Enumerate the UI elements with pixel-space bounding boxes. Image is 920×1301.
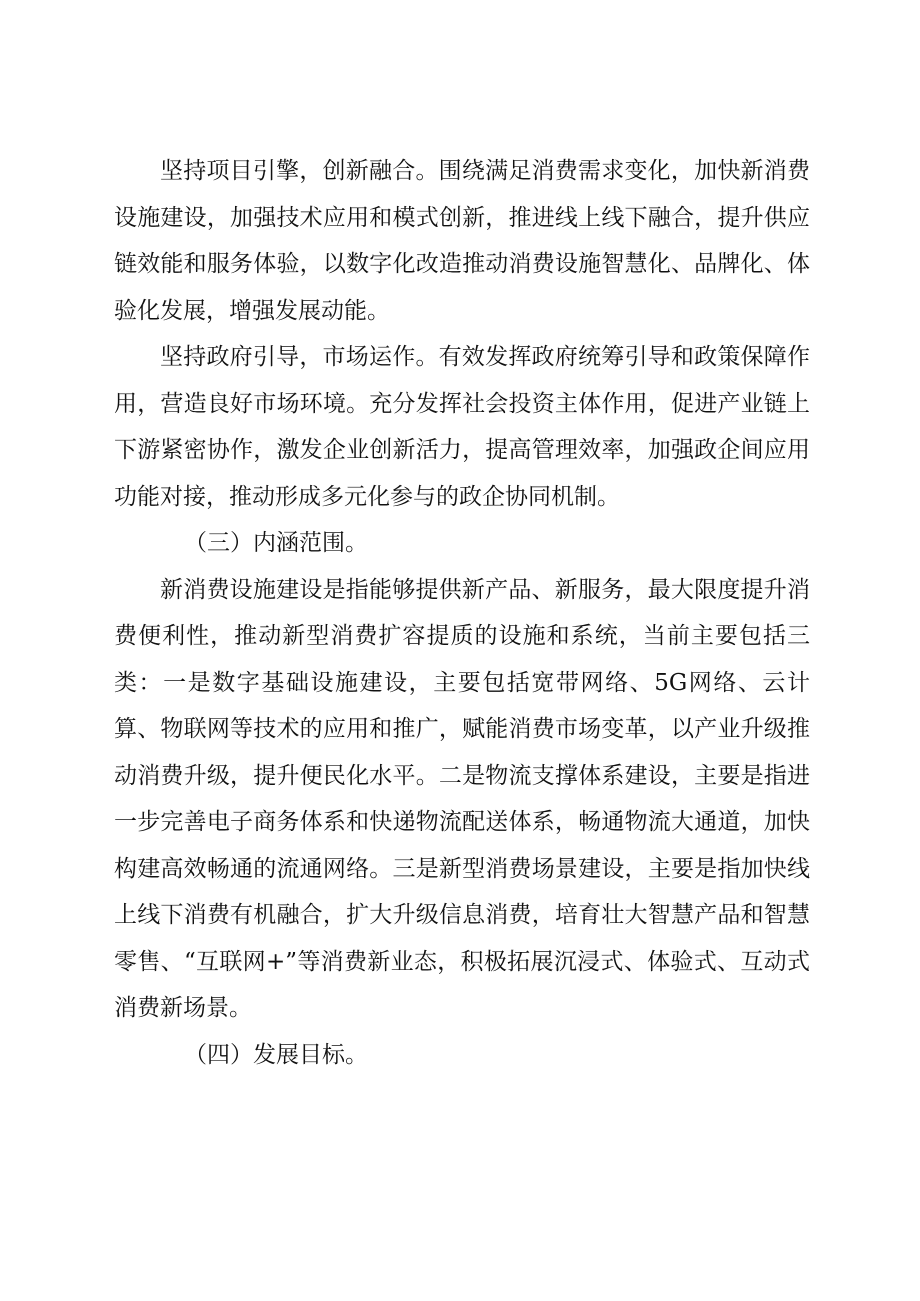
paragraph-project-driven: 坚持项目引擎，创新融合。围绕满足消费需求变化，加快新消费设施建设，加强技术应用和模式创新，推进线上线下融合，提升供应链效能和服务体验，以数字化改造推动消费设施智慧化、品牌化、体验化发展，增强发展动能。 (114, 158, 810, 324)
document-body (114, 148, 810, 1078)
section-heading-scope: （三）内涵范围。 (184, 530, 368, 556)
section-heading-goals: （四）发展目标。 (184, 1041, 368, 1068)
paragraph-scope-definition: 新消费设施建设是指能够提供新产品、新服务，最大限度提升消费便利性，推动新型消费扩容提质的设施和系统，当前主要包括三类：一是数字基础设施建设，主要包括宽带网络、5G网络、云计算、物联网等技术的应用和推广，赋能消费市场变革，以产业升级推动消费升级，提升便民化水平。二是物流支撑体系建设，主要是指进一步完善电子商务体系和快递物流配送体系，畅通物流大通道，加快构建高效畅通的流通网络。三是新型消费场景建设，主要是指加快线上线下消费有机融合，扩大升级信息消费，培育壮大智慧产品和智慧零售、“互联网+”等消费新业态，积极拓展沉浸式、体验式、互动式消费新场景。 (114, 576, 810, 1021)
paragraph-government-guidance: 坚持政府引导，市场运作。有效发挥政府统筹引导和政策保障作用，营造良好市场环境。充分发挥社会投资主体作用，促进产业链上下游紧密协作，激发企业创新活力，提高管理效率，加强政企间应用功能对接，推动形成多元化参与的政企协同机制。 (114, 344, 810, 510)
